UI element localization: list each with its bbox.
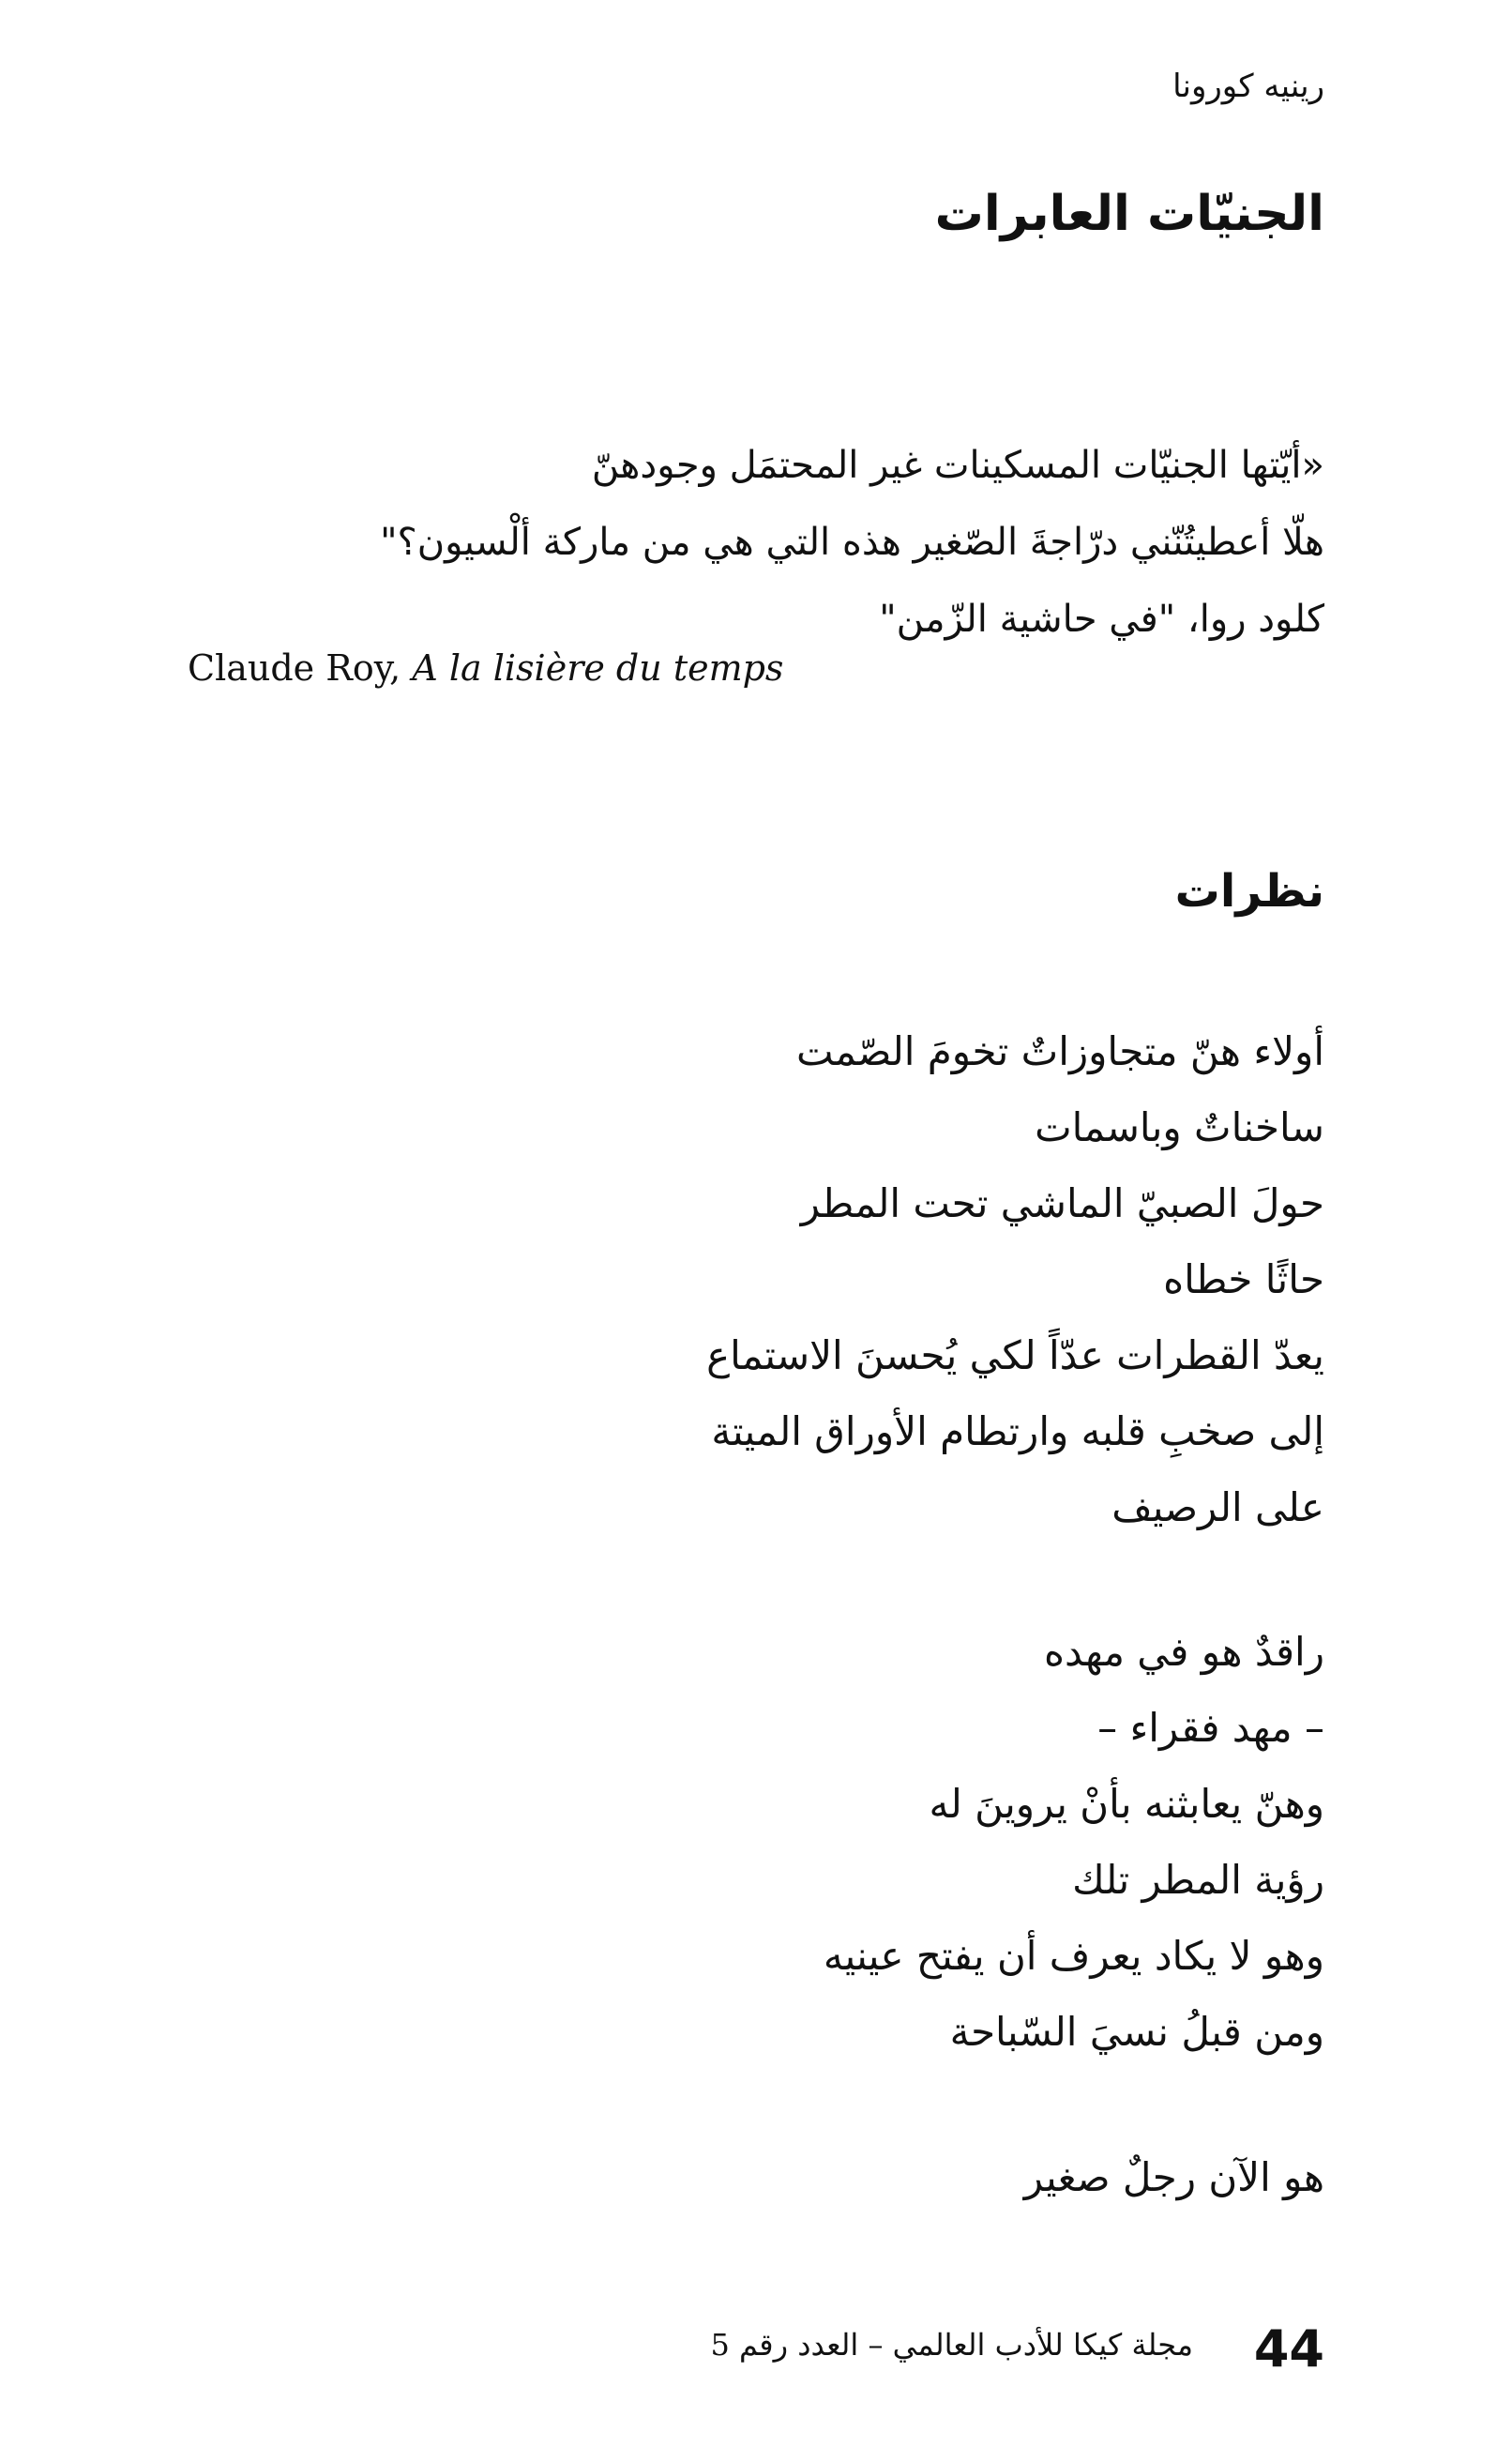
citation-work: A la lisière du temps <box>412 647 784 689</box>
poem-line: أولاء هنّ متجاوزاتٌ تخومَ الصّمت <box>796 1028 1324 1074</box>
section-subtitle: نظرات <box>1174 865 1324 918</box>
poem-title: الجنيّات العابرات <box>934 186 1324 242</box>
poem-line: وهنّ يعابثنه بأنْ يروينَ له <box>929 1781 1324 1827</box>
stanza-3 <box>293 2139 1324 2215</box>
poem-line: حاثًا خطاه <box>1163 1256 1324 1302</box>
stanza-2 <box>293 1614 1324 2070</box>
poem-line: إلى صخبِ قلبه وارتطام الأوراق الميتة <box>711 1408 1324 1454</box>
page-footer <box>710 2319 1324 2379</box>
poem-line: – مهد فقراء – <box>1097 1705 1324 1751</box>
poem-line: وهو لا يكاد يعرف أن يفتح عينيه <box>823 1933 1324 1979</box>
journal-name: مجلة كيكا للأدب العالمي – العدد رقم 5 <box>710 2327 1193 2363</box>
epigraph-line: كلود روا، "في حاشية الزّمن" <box>879 598 1324 641</box>
poem-line: يعدّ القطرات عدّاً لكي يُحسنَ الاستماع <box>706 1332 1324 1378</box>
epigraph <box>380 427 1324 658</box>
epigraph-line: «أيّتها الجنيّات المسكينات غير المحتمَل وجودهنّ <box>591 444 1324 487</box>
stanza-1 <box>293 1013 1324 1545</box>
epigraph-citation <box>188 647 783 689</box>
poem-line: ومن قبلُ نسيَ السّباحة <box>949 2009 1324 2055</box>
page-number: 44 <box>1253 2319 1324 2379</box>
poem-line: على الرصيف <box>1111 1484 1324 1530</box>
poem-line: رؤية المطر تلك <box>1072 1857 1324 1903</box>
poem-line: هو الآن رجلٌ صغير <box>1023 2154 1324 2200</box>
poem-line: حولَ الصبيّ الماشي تحت المطر <box>800 1180 1324 1226</box>
author-name: رينيه كورونا <box>1172 68 1324 105</box>
poem-line: راقدٌ هو في مهده <box>1044 1629 1324 1675</box>
poem-line: ساخناتٌ وباسمات <box>1035 1104 1324 1150</box>
epigraph-line: هلّا أعطيتُنّني درّاجةَ الصّغير هذه التي هي من ماركة ألْسيون؟" <box>380 521 1324 564</box>
citation-author: Claude Roy, <box>188 647 401 689</box>
